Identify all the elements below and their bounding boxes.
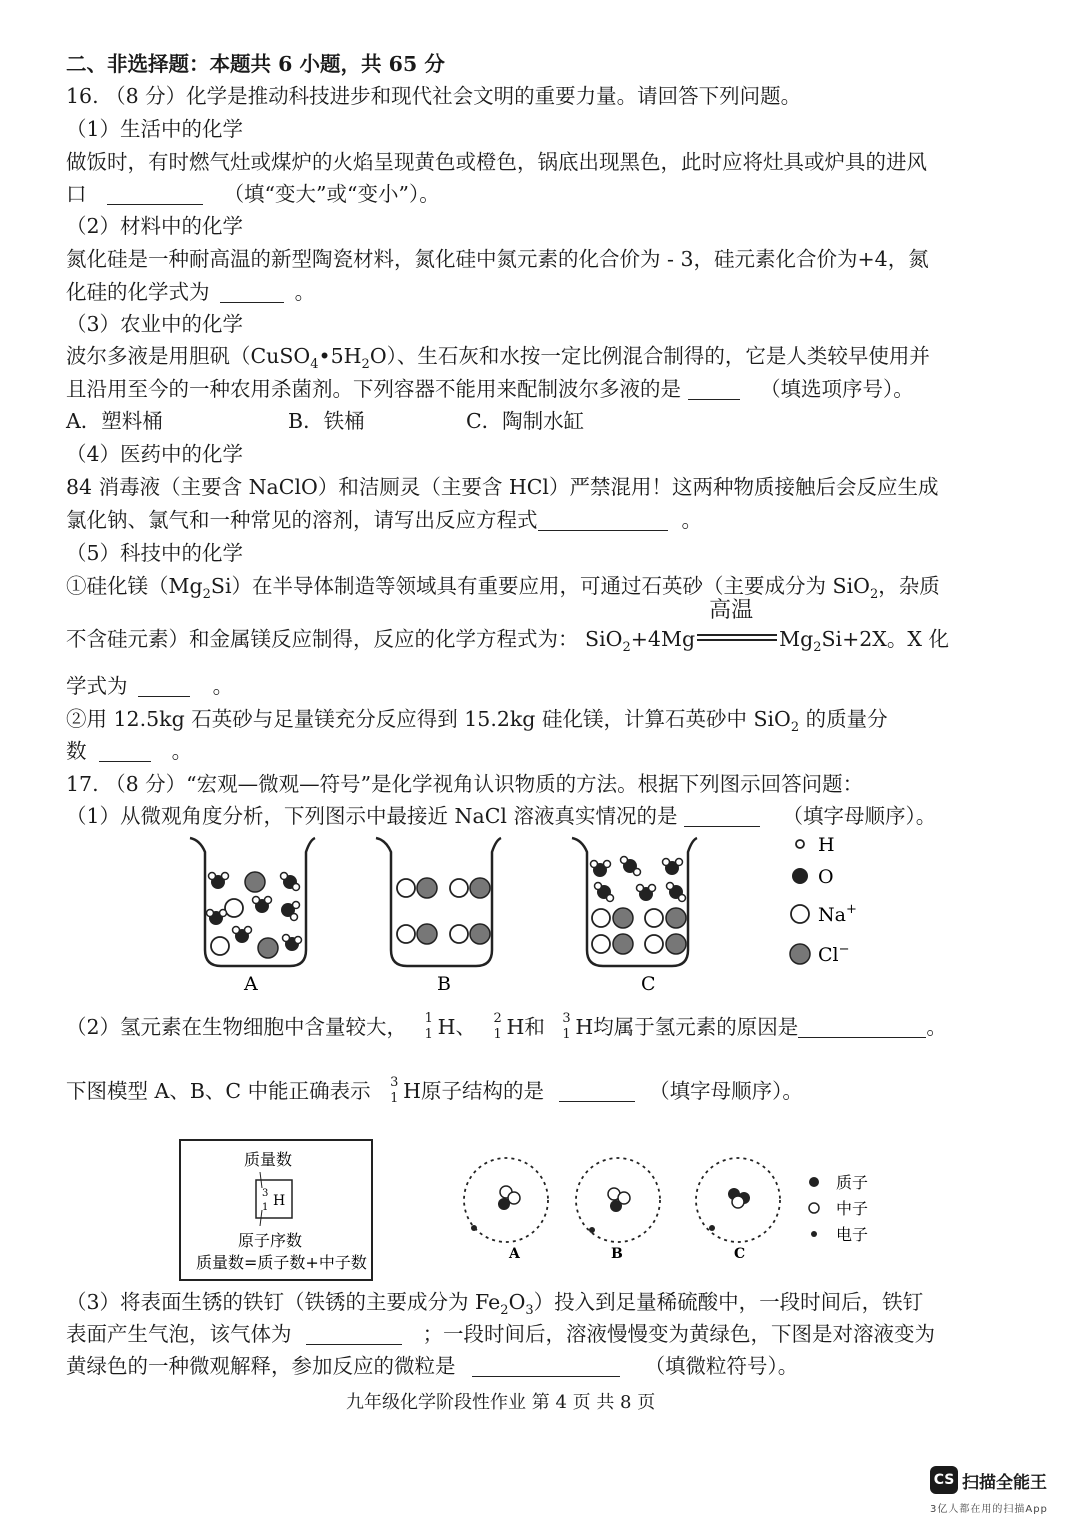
beaker-label-b: B bbox=[437, 973, 451, 995]
section-title: 二、非选择题：本题共 6 小题，共 65 分 bbox=[66, 52, 445, 76]
chemical-equation: SiO$_2$+4Mg 高温 $Mg_2Si+2X$。X 化 bbox=[585, 598, 950, 656]
beaker-b-outline bbox=[376, 838, 501, 966]
isotope-h2: 2 1 bbox=[493, 1011, 502, 1042]
q16-part3-option-a: A．塑料桶 bbox=[66, 409, 163, 433]
answer-blank[interactable] bbox=[99, 741, 151, 762]
q16-part1-line2: 口 （填“变大”或“变小”）。 bbox=[66, 182, 440, 206]
legend-o: O bbox=[818, 866, 834, 888]
particle-legend bbox=[790, 834, 857, 966]
answer-blank[interactable] bbox=[559, 1081, 635, 1102]
q16-part3-title: （3）农业中的化学 bbox=[66, 312, 244, 336]
q16-part3-option-b: B．铁桶 bbox=[288, 409, 365, 433]
oxygen-symbol bbox=[792, 868, 808, 884]
sodium-symbol bbox=[791, 905, 809, 923]
hydrogen-symbol bbox=[796, 840, 804, 848]
scanner-watermark: CS 扫描全能王 3亿人都在用的扫描App bbox=[930, 1466, 1048, 1515]
legend-electron: 电子 bbox=[836, 1225, 869, 1244]
answer-blank[interactable] bbox=[472, 1356, 620, 1377]
chloride-ion bbox=[245, 872, 265, 892]
q16-part2-line2: 化硅的化学式为 。 bbox=[66, 280, 316, 304]
q16-part4-title: （4）医药中的化学 bbox=[66, 442, 244, 466]
q17-intro: 17. （8 分）“宏观—微观—符号”是化学视角认识物质的方法。根据下列图示回答问题： bbox=[66, 772, 864, 796]
q16-part5-line3: 学式为 。 bbox=[66, 674, 234, 698]
q16-intro: 16. （8 分）化学是推动科技进步和现代社会文明的重要力量。请回答下列问题。 bbox=[66, 84, 802, 108]
answer-blank[interactable] bbox=[138, 676, 190, 697]
q16-part5-equation-line: 不含硅元素）和金属镁反应制得，反应的化学方程式为： SiO$_2$+4Mg 高温 $Mg_2Si+2X$。X 化 bbox=[66, 598, 950, 656]
q16-part5-line5: 数 。 bbox=[66, 739, 193, 763]
q17-part3-line2: 表面产生气泡，该气体为 ；一段时间后，溶液慢慢变为黄绿色，下图是对溶液变为 bbox=[66, 1322, 936, 1346]
beaker-label-a: A bbox=[244, 973, 258, 995]
legend-na: Na+ bbox=[818, 902, 857, 926]
q17-part2-line1: （2）氢元素在生物细胞中含量较大， 1 1 H、 2 1 H和 3 1 H均属于氢元素的原因是 。 bbox=[66, 1011, 947, 1042]
atom-label-c: C bbox=[734, 1246, 746, 1262]
isotope-h3-ref: 3 1 bbox=[390, 1075, 399, 1106]
q16-part1-title: （1）生活中的化学 bbox=[66, 117, 244, 141]
q17-part2-line2: 下图模型 A、B、C 中能正确表示 3 1 H原子结构的是 （填字母顺序）。 bbox=[66, 1075, 803, 1106]
electron bbox=[709, 1225, 715, 1231]
answer-blank[interactable] bbox=[798, 1017, 926, 1038]
q17-part1-line: （1）从微观角度分析，下列图示中最接近 NaCl 溶液真实情况的是 （填字母顺序）。 bbox=[66, 804, 937, 828]
legend-cl: Cl− bbox=[818, 942, 850, 966]
q17-part3-line3: 黄绿色的一种微观解释，参加反应的微粒是 （填微粒符号）。 bbox=[66, 1354, 799, 1378]
proton-symbol bbox=[809, 1177, 819, 1187]
atom-a bbox=[471, 1186, 520, 1231]
isotope-h3: 3 1 bbox=[562, 1011, 571, 1042]
answer-blank[interactable] bbox=[688, 379, 740, 400]
atom-c bbox=[709, 1188, 750, 1231]
answer-blank[interactable] bbox=[306, 1324, 402, 1345]
q16-part5-title: （5）科技中的化学 bbox=[66, 541, 244, 565]
mass-number-label: 质量数 bbox=[244, 1150, 293, 1169]
svg-text:3: 3 bbox=[262, 1188, 269, 1199]
answer-blank[interactable] bbox=[107, 184, 203, 205]
q16-part2-title: （2）材料中的化学 bbox=[66, 214, 244, 238]
beaker-b-particles bbox=[397, 878, 490, 944]
legend-proton: 质子 bbox=[836, 1173, 869, 1192]
legend-h: H bbox=[818, 834, 835, 856]
q16-part3-option-c: C．陶制水缸 bbox=[466, 409, 585, 433]
page-footer: 九年级化学阶段性作业 第 4 页 共 8 页 bbox=[346, 1392, 656, 1413]
q16-part2-line1: 氮化硅是一种耐高温的新型陶瓷材料，氮化硅中氮元素的化合价为 - 3，硅元素化合价为+4，氮 bbox=[66, 247, 929, 271]
sodium-ion bbox=[225, 899, 243, 917]
q16-part3-line2: 且沿用至今的一种农用杀菌剂。下列容器不能用来配制波尔多液的是 （填选项序号）。 bbox=[66, 377, 914, 401]
chloride-symbol bbox=[790, 944, 810, 964]
mass-formula: 质量数=质子数+中子数 bbox=[196, 1253, 367, 1272]
atom-models-figure bbox=[178, 1138, 898, 1284]
atom-label-b: B bbox=[611, 1246, 623, 1262]
electron-symbol bbox=[811, 1231, 817, 1237]
electron bbox=[471, 1225, 477, 1231]
electron bbox=[589, 1227, 595, 1233]
q16-part4-line1: 84 消毒液（主要含 NaClO）和洁厕灵（主要含 HCl）严禁混用！这两种物质接触后会反应生成 bbox=[66, 475, 939, 499]
q16-part5-line1: ①硅化镁$(Mg_2Si)$在半导体制造等领域具有重要应用，可通过石英砂（主要成分为 SiO$_2$，杂质 bbox=[66, 574, 940, 603]
beakers-figure bbox=[180, 830, 900, 1000]
camscanner-logo-icon: CS bbox=[930, 1466, 958, 1494]
beaker-a-particles bbox=[207, 872, 302, 958]
answer-blank[interactable] bbox=[220, 282, 284, 303]
answer-blank[interactable] bbox=[538, 510, 668, 531]
q16-part1-line1: 做饭时，有时燃气灶或煤炉的火焰呈现黄色或橙色，锅底出现黑色，此时应将灶具或炉具的进风 bbox=[66, 150, 927, 174]
neutron-symbol bbox=[809, 1203, 819, 1213]
beaker-c-particles bbox=[591, 857, 687, 955]
svg-text:1: 1 bbox=[262, 1202, 269, 1213]
atomic-number-label: 原子序数 bbox=[238, 1231, 303, 1250]
q17-part3-line1: （3）将表面生锈的铁钉（铁锈的主要成分为 $Fe_2O_3$）投入到足量稀硫酸中，一段时间后，铁钉 bbox=[66, 1290, 924, 1319]
legend-neutron: 中子 bbox=[836, 1199, 869, 1218]
q16-part5-line4: ②用 12.5kg 石英砂与足量镁充分反应得到 15.2kg 硅化镁，计算石英砂中 SiO$_2$ 的质量分 bbox=[66, 707, 888, 736]
q16-part4-line2: 氯化钠、氯气和一种常见的溶剂，请写出反应方程式 。 bbox=[66, 508, 702, 532]
reaction-condition: 高温 bbox=[695, 626, 779, 648]
atom-b bbox=[589, 1188, 630, 1233]
svg-text:H: H bbox=[273, 1193, 286, 1209]
isotope-h1: 1 1 bbox=[424, 1011, 433, 1042]
atom-label-a: A bbox=[509, 1246, 520, 1262]
answer-blank[interactable] bbox=[684, 806, 760, 827]
q16-part3-line1: 波尔多液是用胆矾$(CuSO_4•5H_2O)$、生石灰和水按一定比例混合制得的，它是人类较早使用并 bbox=[66, 344, 930, 373]
beaker-label-c: C bbox=[641, 973, 656, 995]
